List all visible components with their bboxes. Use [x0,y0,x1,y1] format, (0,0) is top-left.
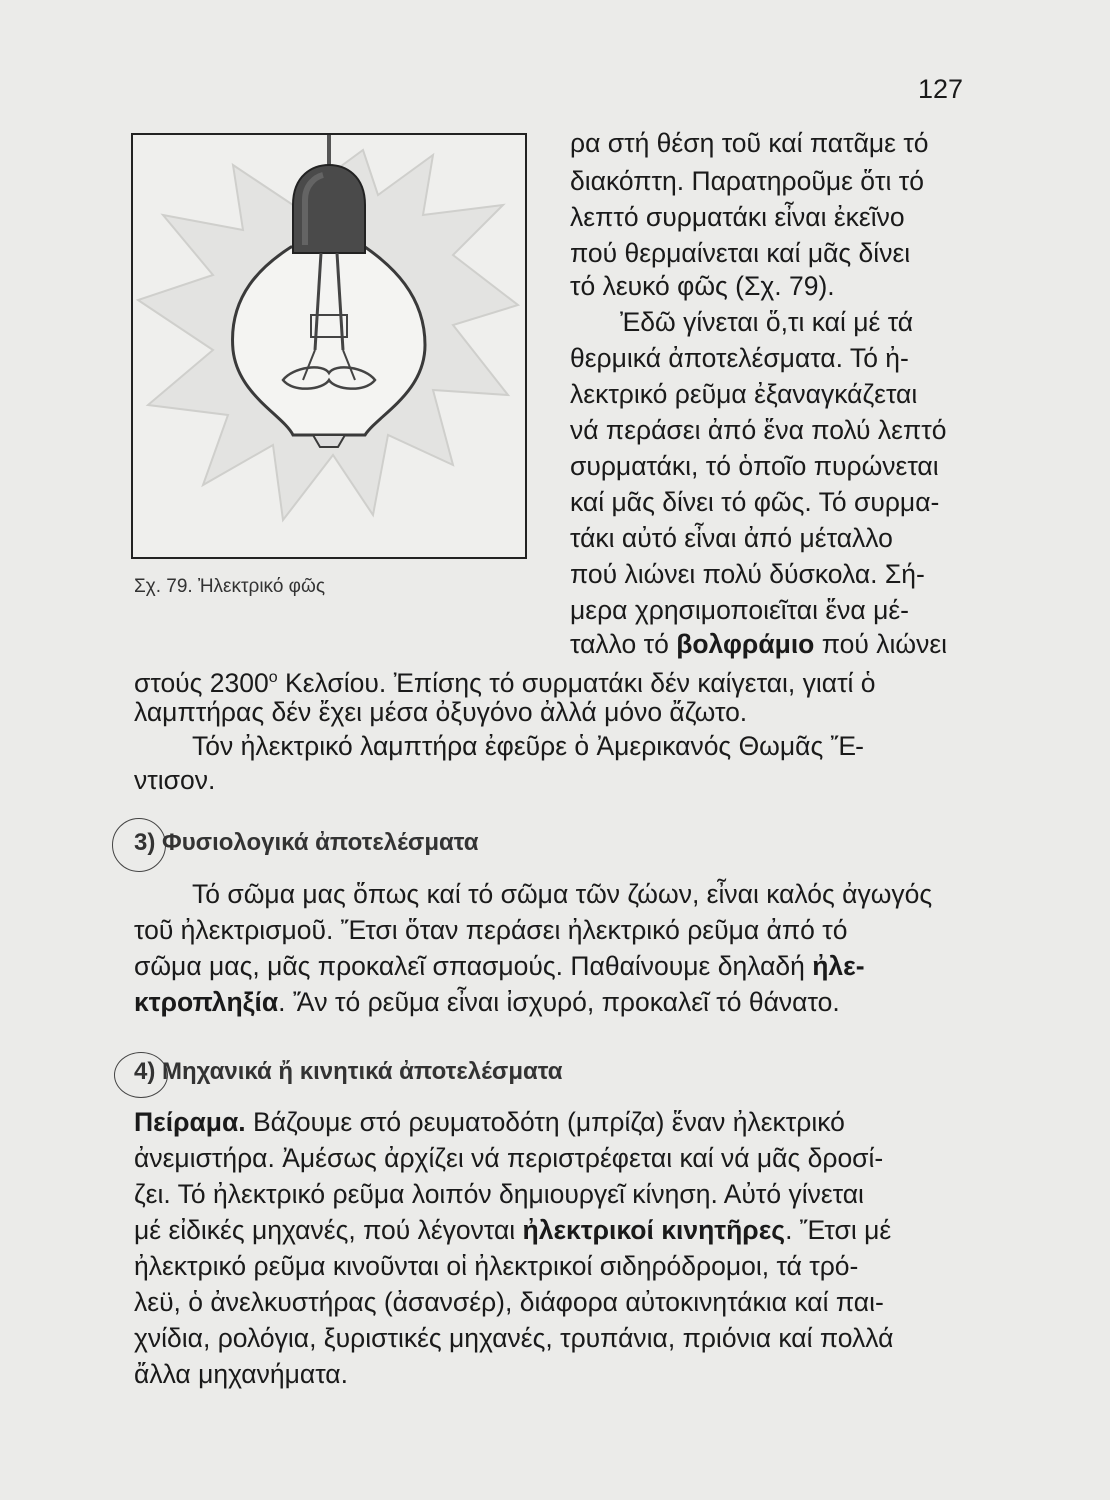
text-line: μερα χρησιμοποιεῖται ἕνα μέ- [570,595,909,625]
text-line: πού θερμαίνεται καί μᾶς δίνει [570,238,911,268]
text-line: χνίδια, ρολόγια, ξυριστικές μηχανές, τρυπάνια, πριόνια καί πολλά [134,1323,894,1353]
text-line: μέ εἰδικές μηχανές, πού λέγονται ἠλεκτρικοί κινητῆρες. Ἔτσι μέ [134,1215,892,1245]
text-line: ταλλο τό βολφράμιο πού λιώνει [570,629,948,659]
text-line: ἠλεκτρικό ρεῦμα κινοῦνται οἱ ἠλεκτρικοί σιδηρόδρομοι, τά τρό- [134,1251,859,1281]
bold-term: κτροπληξία [134,987,279,1017]
light-bulb-illustration [133,135,525,557]
text-line: συρματάκι, τό ὁποῖο πυρώνεται [570,451,939,481]
text-line: Τόν ἠλεκτρικό λαμπτήρα ἐφεῦρε ὁ Ἀμερικανός Θωμᾶς Ἔ- [192,731,864,761]
text-line: Ἐδῶ γίνεται ὅ,τι καί μέ τά [620,307,914,337]
text-line: Τό σῶμα μας ὅπως καί τό σῶμα τῶν ζώων, εἶναι καλός ἀγωγός [192,879,933,909]
text-line: ἄλλα μηχανήματα. [134,1359,348,1389]
text-line: ἀνεμιστήρα. Ἀμέσως ἀρχίζει νά περιστρέφεται καί νά μᾶς δροσί- [134,1143,884,1173]
bold-term: ἠλε- [812,951,865,981]
section-heading: 4) Μηχανικά ἤ κινητικά ἀποτελέσματα [134,1058,563,1085]
text-line: καί μᾶς δίνει τό φῶς. Τό συρμα- [570,487,940,517]
text-line: κτροπληξία. Ἄν τό ρεῦμα εἶναι ἰσχυρό, προκαλεῖ τό θάνατο. [134,987,840,1017]
text-line: λεπτό συρματάκι εἶναι ἐκεῖνο [570,202,905,232]
text-line: Πείραμα. Βάζουμε στό ρευματοδότη (μπρίζα) ἕναν ἠλεκτρικό [134,1107,845,1137]
figure-caption: Σχ. 79. Ἠλεκτρικό φῶς [134,576,325,597]
text-line: θερμικά ἀποτελέσματα. Τό ἠ- [570,343,909,373]
text-line: ντισον. [134,765,216,795]
text-line: τοῦ ἠλεκτρισμοῦ. Ἔτσι ὅταν περάσει ἠλεκτρικό ρεῦμα ἀπό τό [134,915,848,945]
text-line: λεκτρικό ρεῦμα ἐξαναγκάζεται [570,379,918,409]
section-heading: 3) Φυσιολογικά ἀποτελέσματα [134,829,479,856]
text-line: ζει. Τό ἠλεκτρικό ρεῦμα λοιπόν δημιουργεῖ κίνηση. Αὐτό γίνεται [134,1179,864,1209]
text-line: λαμπτήρας δέν ἔχει μέσα ὀξυγόνο ἀλλά μόνο ἄζωτο. [134,697,748,727]
bold-term: Πείραμα. [134,1107,246,1137]
text-line: νά περάσει ἀπό ἕνα πολύ λεπτό [570,415,947,445]
text-line: πού λιώνει πολύ δύσκολα. Σή- [570,559,925,589]
text-line: λεϋ, ὁ ἀνελκυστήρας (ἀσανσέρ), διάφορα αὐτοκινητάκια καί παι- [134,1287,884,1317]
text-line: διακόπτη. Παρατηροῦμε ὅτι τό [570,166,924,196]
text-line: τό λευκό φῶς (Σχ. 79). [570,271,835,301]
bold-term: βολφράμιο [676,629,815,659]
text-line: στούς $2300^o$ Κελσίου. Ἐπίσης τό συρματάκι δέν καίγεται, γιατί ὁ [134,667,876,698]
bold-term: ἠλεκτρικοί κινητῆρες [522,1215,786,1245]
page-number: 127 [918,74,964,104]
text-line: σῶμα μας, μᾶς προκαλεῖ σπασμούς. Παθαίνουμε δηλαδή ἠλε- [134,951,865,981]
figure-frame [131,133,527,559]
text-line: τάκι αὐτό εἶναι ἀπό μέταλλο [570,523,893,553]
text-line: ρα στή θέση τοῦ καί πατᾶμε τό [570,128,929,158]
